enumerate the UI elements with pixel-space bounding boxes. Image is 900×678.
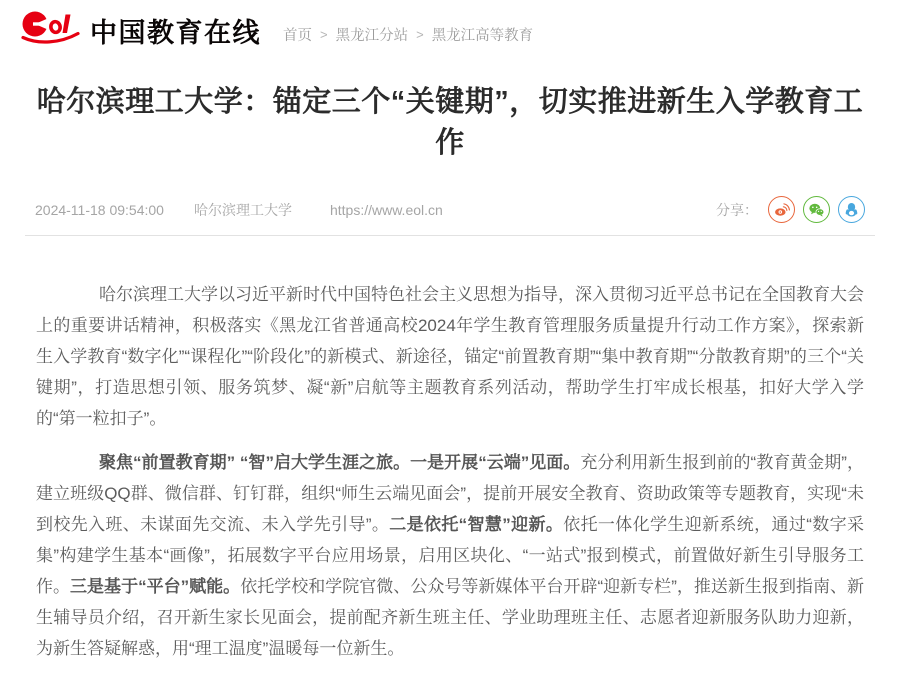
weibo-share-icon[interactable] (768, 196, 795, 223)
article-url: https://www.eol.cn (329, 201, 443, 218)
eol-logo-icon (20, 7, 82, 54)
paragraph-bold-segment: 聚焦“前置教育期” “智”启大学生涯之旅。一是开展“云端”见面。 (99, 453, 581, 472)
article-paragraph (36, 279, 864, 434)
breadcrumb-item-1[interactable]: 黑龙江分站 (335, 28, 409, 44)
article-meta (25, 196, 875, 236)
share-label: 分享： (716, 201, 758, 218)
publish-datetime: 2024-11-18 09:54:00 (35, 201, 164, 218)
breadcrumb (283, 24, 533, 45)
breadcrumb-separator: > (320, 27, 328, 42)
article-body (0, 236, 900, 678)
wechat-share-icon[interactable] (803, 196, 830, 223)
paragraph-text-segment: 哈尔滨理工大学以习近平新时代中国特色社会主义思想为指导，深入贯彻习近平总书记在全国教育大会上的重要讲话精神，积极落实《黑龙江省普通高校2024年学生教育管理服务质量提升行动工作方案》，探索新生入学教育“数字化”“课程化”“阶段化”的新模式、新途径，锚定“前置教育期”“集中教育期”“分散教育期”的三个“关键期”，打造思想引领、服务筑梦、凝“新”启航等主题教育系列活动，帮助学生打牢成长根基，扣好大学入学的“第一粒扣子”。 (36, 285, 864, 428)
article-paragraph (36, 447, 864, 664)
share-group (716, 196, 865, 223)
paragraph-text-segment: 依托一体化学生迎新系统，通过“数字采集”构建学生基本“画像”，拓展数字平台应用场景，启用区块化、“一站式”报到模式，前置做好新生引导服务工作。 (36, 515, 864, 596)
site-header (0, 0, 900, 56)
brand-name: 中国教育在线 (90, 18, 261, 48)
paragraph-bold-segment: 三是基于“平台”赋能。 (70, 577, 241, 596)
site-logo[interactable] (20, 7, 261, 54)
article-title: 哈尔滨理工大学：锚定三个“关键期”，切实推进新生入学教育工作 (36, 86, 864, 159)
breadcrumb-item-2[interactable]: 黑龙江高等教育 (431, 28, 534, 44)
breadcrumb-item-0[interactable]: 首页 (283, 28, 312, 44)
paragraph-bold-segment: 二是依托“智慧”迎新。 (389, 515, 564, 534)
paragraph-text-segment: 充分利用新生报到前的“教育黄金期”，建立班级QQ群、微信群、钉钉群，组织“师生云端见面会”，提前开展安全教育、资助政策等专题教育，实现“未到校先入班、未谋面先交流、未入学先引导”。 (36, 453, 864, 534)
breadcrumb-separator: > (416, 27, 424, 42)
paragraph-text-segment: 依托学校和学院官微、公众号等新媒体平台开辟“迎新专栏”，推送新生报到指南、新生辅导员介绍，召开新生家长见面会，提前配齐新生班主任、学业助理班主任、志愿者迎新服务队助力迎新，为新生答疑解惑，用“理工温度”温暖每一位新生。 (36, 577, 865, 658)
article-source: 哈尔滨理工大学 (193, 201, 292, 218)
qq-share-icon[interactable] (838, 196, 865, 223)
